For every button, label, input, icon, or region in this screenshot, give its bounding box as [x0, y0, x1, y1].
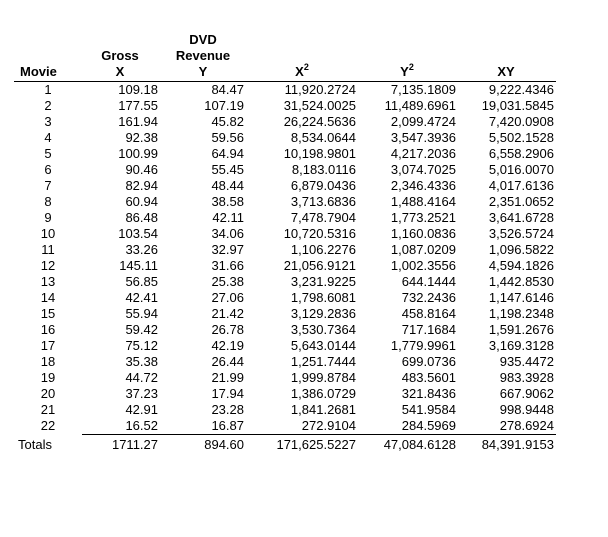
- x-squared-cell: 3,530.7364: [290, 322, 356, 337]
- y-squared-cell: 717.1684: [401, 322, 456, 337]
- gross-header-line1: Gross: [101, 48, 139, 63]
- dvd-revenue-cell: 31.66: [211, 258, 244, 273]
- xy-cell: 6,558.2906: [488, 146, 554, 161]
- movie-cell: 19: [40, 370, 56, 385]
- xy-cell: 3,641.6728: [488, 210, 554, 225]
- y-squared-cell: 644.1444: [401, 274, 456, 289]
- gross-cell: 100.99: [118, 146, 158, 161]
- table-row: [14, 130, 556, 146]
- regression-table: [14, 32, 556, 453]
- table-row: [14, 370, 556, 386]
- gross-cell: 177.55: [118, 98, 158, 113]
- totals-label: Totals: [18, 436, 52, 452]
- x-squared-cell: 3,129.2836: [290, 306, 356, 321]
- gross-cell: 16.52: [82, 418, 162, 435]
- dvd-revenue-cell: 34.06: [211, 226, 244, 241]
- dvd-revenue-cell: 59.56: [211, 130, 244, 145]
- dvd-revenue-cell: 48.44: [211, 178, 244, 193]
- y-squared-cell: 3,074.7025: [390, 162, 456, 177]
- xy-cell: 9,222.4346: [488, 82, 554, 97]
- table-row: [14, 418, 556, 435]
- gross-cell: 161.94: [118, 114, 158, 129]
- x-squared-cell: 21,056.9121: [283, 258, 356, 273]
- dvd-revenue-cell: 16.87: [162, 418, 248, 435]
- gross-cell: 35.38: [125, 354, 158, 369]
- table-row: [14, 258, 556, 274]
- dvd-revenue-cell: 21.99: [211, 370, 244, 385]
- table-header: [14, 32, 556, 82]
- dvd-header-line1: DVD: [189, 32, 217, 47]
- dvd-revenue-cell: 21.42: [211, 306, 244, 321]
- movie-cell: 16: [40, 322, 56, 337]
- y-squared-cell: 458.8164: [401, 306, 456, 321]
- y-squared-header: [358, 64, 458, 82]
- gross-cell: 37.23: [125, 386, 158, 401]
- totals-x2: 171,625.5227: [276, 437, 356, 452]
- dvd-revenue-cell: 84.47: [211, 82, 244, 97]
- movie-header: Movie: [14, 64, 82, 82]
- x-squared-header: [248, 64, 358, 82]
- movie-cell: 20: [40, 386, 56, 401]
- y-squared-cell: 11,489.6961: [384, 98, 456, 113]
- gross-cell: 82.94: [125, 178, 158, 193]
- dvd-revenue-cell: 27.06: [211, 290, 244, 305]
- y-squared-cell: 483.5601: [401, 370, 456, 385]
- y-squared-cell: 2,099.4724: [390, 114, 456, 129]
- xy-cell: 1,096.5822: [488, 242, 554, 257]
- x-squared-cell: 1,999.8784: [290, 370, 356, 385]
- table-row: [14, 194, 556, 210]
- gross-cell: 44.72: [125, 370, 158, 385]
- movie-cell: 22: [40, 418, 56, 434]
- x-squared-cell: 26,224.5636: [283, 114, 356, 129]
- xy-cell: 1,591.2676: [488, 322, 554, 337]
- y-squared-cell: 1,779.9961: [390, 338, 456, 353]
- x-squared-cell: 1,841.2681: [290, 402, 356, 417]
- gross-cell: 90.46: [125, 162, 158, 177]
- x-squared-cell: 1,106.2276: [290, 242, 356, 257]
- table-row: [14, 402, 556, 418]
- xy-cell: 935.4472: [499, 354, 554, 369]
- xy-cell: 1,198.2348: [488, 306, 554, 321]
- totals-xy: 84,391.9153: [481, 437, 554, 452]
- y-squared-cell: 1,087.0209: [390, 242, 456, 257]
- x-squared-cell: 3,231.9225: [290, 274, 356, 289]
- x-squared-cell: 272.9104: [248, 418, 358, 435]
- x-squared-cell: 5,643.0144: [290, 338, 356, 353]
- movie-cell: 17: [40, 338, 56, 353]
- y-squared-base: Y: [400, 64, 409, 79]
- dvd-revenue-cell: 64.94: [211, 146, 244, 161]
- xy-cell: 7,420.0908: [488, 114, 554, 129]
- x-squared-cell: 10,198.9801: [283, 146, 356, 161]
- x-squared-cell: 11,920.2724: [284, 82, 356, 97]
- gross-cell: 92.38: [125, 130, 158, 145]
- xy-cell: 1,147.6146: [488, 290, 554, 305]
- x-squared-cell: 3,713.6836: [290, 194, 356, 209]
- xy-cell: 3,169.3128: [488, 338, 554, 353]
- movie-cell: 5: [44, 146, 52, 161]
- y-squared-cell: 2,346.4336: [390, 178, 456, 193]
- dvd-revenue-cell: 42.11: [212, 210, 244, 225]
- gross-cell: 56.85: [125, 274, 158, 289]
- y-squared-cell: 732.2436: [401, 290, 456, 305]
- xy-cell: 983.3928: [499, 370, 554, 385]
- dvd-revenue-cell: 45.82: [211, 114, 244, 129]
- movie-cell: 8: [44, 194, 52, 209]
- y-squared-exponent: 2: [408, 62, 414, 72]
- dvd-revenue-cell: 107.19: [204, 98, 244, 113]
- movie-cell: 12: [40, 258, 56, 273]
- x-squared-cell: 1,251.7444: [290, 354, 356, 369]
- movie-cell: 18: [40, 354, 56, 369]
- x-squared-base: X: [295, 64, 304, 79]
- y-squared-cell: 1,002.3556: [390, 258, 456, 273]
- dvd-header-y: Y: [162, 64, 248, 82]
- x-squared-cell: 10,720.5316: [283, 226, 356, 241]
- dvd-revenue-cell: 55.45: [211, 162, 244, 177]
- gross-cell: 55.94: [125, 306, 158, 321]
- gross-cell: 86.48: [125, 210, 158, 225]
- data-table-container: [14, 32, 556, 453]
- gross-cell: 42.91: [125, 402, 158, 417]
- table-row: [14, 306, 556, 322]
- x-squared-cell: 7,478.7904: [290, 210, 356, 225]
- dvd-revenue-cell: 42.19: [211, 338, 244, 353]
- table-body: [14, 82, 556, 435]
- x-squared-cell: 1,798.6081: [290, 290, 356, 305]
- xy-cell: 4,017.6136: [488, 178, 554, 193]
- y-squared-cell: 321.8436: [401, 386, 456, 401]
- movie-cell: 1: [44, 82, 52, 97]
- dvd-revenue-cell: 38.58: [211, 194, 244, 209]
- x-squared-cell: 8,183.0116: [291, 162, 356, 177]
- table-row: [14, 146, 556, 162]
- gross-cell: 59.42: [125, 322, 158, 337]
- table-row: [14, 210, 556, 226]
- table-row: [14, 338, 556, 354]
- table-row: [14, 162, 556, 178]
- movie-cell: 15: [40, 306, 56, 321]
- y-squared-cell: 7,135.1809: [390, 82, 456, 97]
- y-squared-cell: 1,773.2521: [390, 210, 456, 225]
- movie-cell: 10: [40, 226, 56, 241]
- table-row: [14, 290, 556, 306]
- x-squared-cell: 1,386.0729: [290, 386, 356, 401]
- gross-cell: 60.94: [125, 194, 158, 209]
- dvd-revenue-cell: 25.38: [211, 274, 244, 289]
- dvd-revenue-cell: 17.94: [211, 386, 244, 401]
- totals-row: [14, 435, 556, 454]
- xy-cell: 1,442.8530: [488, 274, 554, 289]
- y-squared-cell: 1,488.4164: [390, 194, 456, 209]
- table-row: [14, 322, 556, 338]
- y-squared-cell: 284.5969: [358, 418, 458, 435]
- xy-cell: 3,526.5724: [488, 226, 554, 241]
- xy-cell: 5,502.1528: [488, 130, 554, 145]
- dvd-revenue-cell: 26.78: [211, 322, 244, 337]
- movie-cell: 21: [40, 402, 56, 417]
- movie-cell: 6: [44, 162, 52, 177]
- xy-cell: 278.6924: [458, 418, 556, 435]
- dvd-revenue-cell: 23.28: [211, 402, 244, 417]
- xy-cell: 19,031.5845: [481, 98, 554, 113]
- gross-cell: 33.26: [125, 242, 158, 257]
- movie-cell: 9: [44, 210, 52, 225]
- table-row: [14, 98, 556, 114]
- table-row: [14, 178, 556, 194]
- totals-y2: 47,084.6128: [383, 437, 456, 452]
- x-squared-cell: 31,524.0025: [283, 98, 356, 113]
- x-squared-exponent: 2: [303, 62, 309, 72]
- gross-cell: 145.11: [119, 258, 158, 273]
- totals-y: 894.60: [204, 437, 244, 452]
- xy-cell: 5,016.0070: [488, 162, 554, 177]
- dvd-revenue-cell: 26.44: [211, 354, 244, 369]
- dvd-revenue-cell: 32.97: [211, 242, 244, 257]
- xy-cell: 2,351.0652: [488, 194, 554, 209]
- y-squared-cell: 3,547.3936: [390, 130, 456, 145]
- movie-cell: 2: [44, 98, 52, 113]
- table-row: [14, 386, 556, 402]
- gross-header-x: X: [82, 64, 162, 82]
- table-row: [14, 226, 556, 242]
- xy-cell: 4,594.1826: [488, 258, 554, 273]
- table-row: [14, 354, 556, 370]
- movie-cell: 11: [41, 242, 55, 257]
- y-squared-cell: 699.0736: [401, 354, 456, 369]
- totals-x: 1711.27: [111, 437, 158, 452]
- table-footer: [14, 435, 556, 454]
- table-row: [14, 242, 556, 258]
- gross-cell: 75.12: [125, 338, 158, 353]
- xy-header: XY: [458, 64, 556, 82]
- gross-cell: 42.41: [125, 290, 158, 305]
- movie-cell: 4: [44, 130, 52, 145]
- gross-cell: 109.18: [118, 82, 158, 97]
- movie-cell: 13: [40, 274, 56, 289]
- table-row: [14, 82, 556, 99]
- y-squared-cell: 1,160.0836: [390, 226, 456, 241]
- table-row: [14, 274, 556, 290]
- y-squared-cell: 541.9584: [401, 402, 456, 417]
- dvd-header-line2: Revenue: [175, 48, 231, 63]
- x-squared-cell: 8,534.0644: [290, 130, 356, 145]
- movie-cell: 3: [44, 114, 52, 129]
- y-squared-cell: 4,217.2036: [390, 146, 456, 161]
- gross-cell: 103.54: [118, 226, 158, 241]
- x-squared-cell: 6,879.0436: [290, 178, 356, 193]
- movie-cell: 14: [40, 290, 56, 305]
- xy-cell: 667.9062: [499, 386, 554, 401]
- table-row: [14, 114, 556, 130]
- movie-cell: 7: [44, 178, 52, 193]
- xy-cell: 998.9448: [499, 402, 554, 417]
